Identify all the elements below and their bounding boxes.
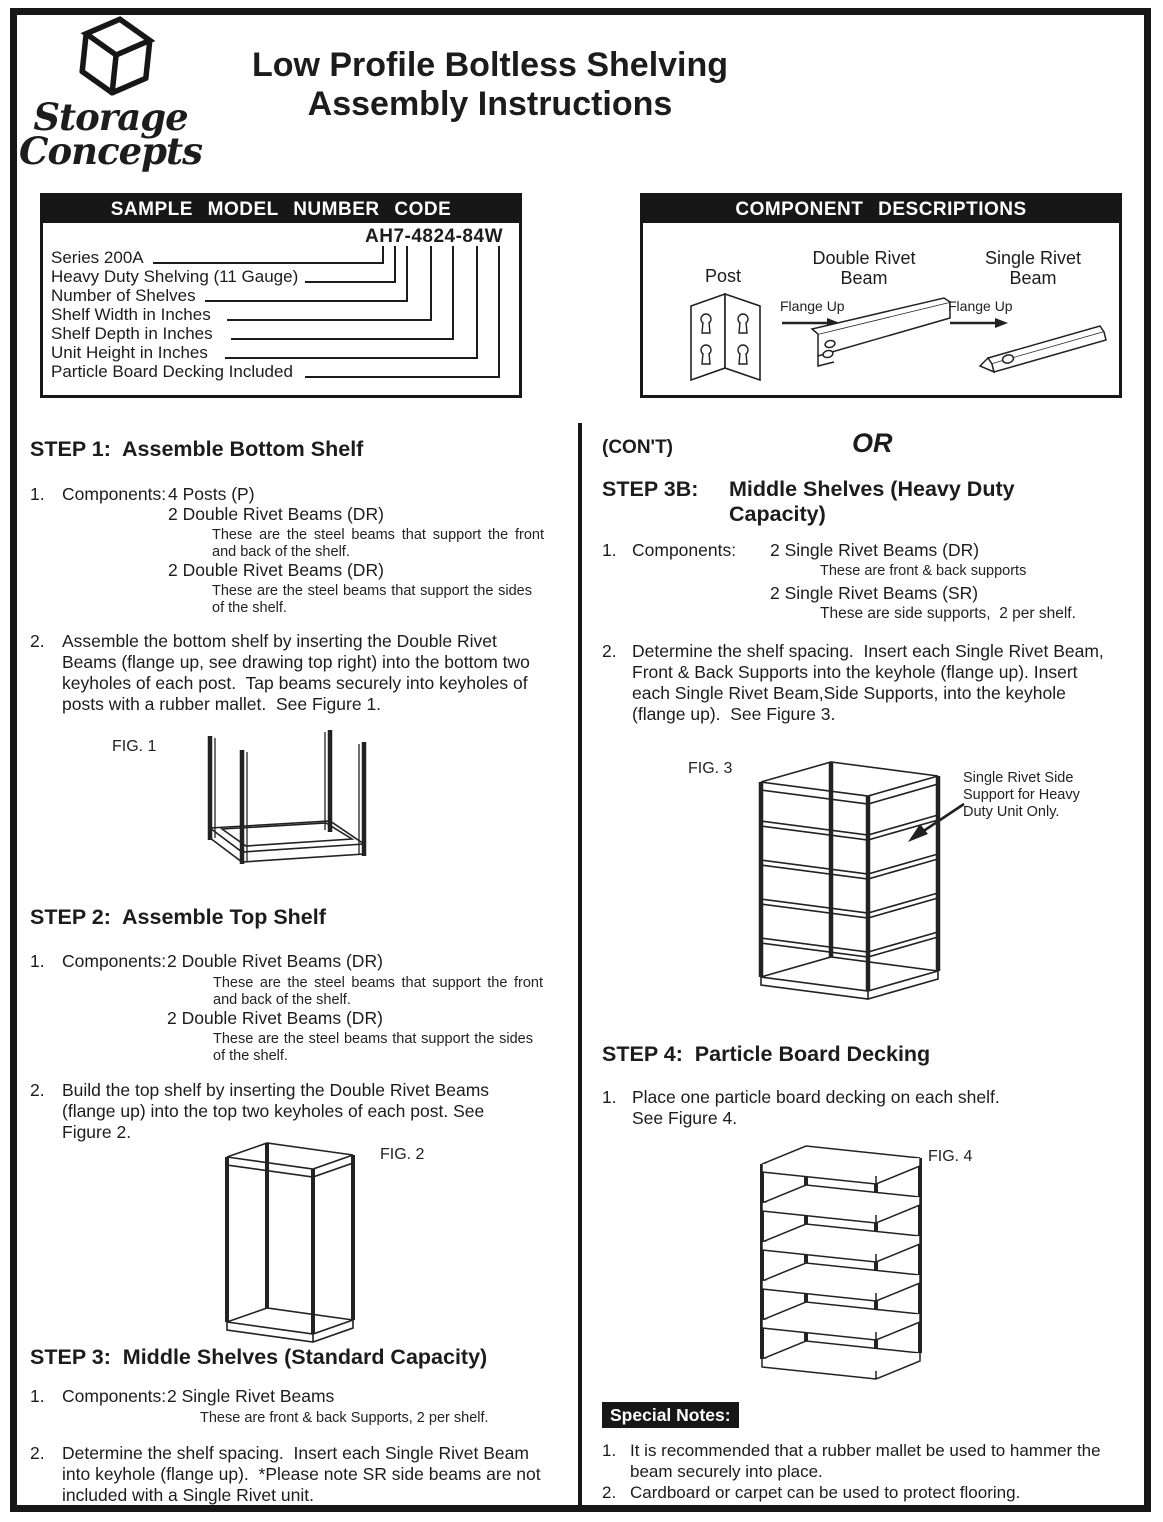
- single-rivet-beam-label: Single Rivet Beam: [984, 248, 1082, 288]
- step4-item1-text: Place one particle board decking on each shelf. See Figure 4.: [632, 1087, 1000, 1128]
- post-label: Post: [704, 266, 742, 286]
- step2-components-label: Components:: [62, 951, 167, 971]
- step1-comp-dr2-note: These are the steel beams that support the sides of the shelf.: [212, 583, 532, 616]
- single-rivet-beam-illustration: [978, 314, 1108, 376]
- step3b-comp-sr-note: These are side supports, 2 per shelf.: [820, 605, 1076, 622]
- model-box-header: SAMPLE MODEL NUMBER CODE: [43, 196, 519, 223]
- double-rivet-beam-label: Double Rivet Beam: [812, 248, 916, 288]
- or-label: OR: [852, 428, 893, 458]
- step3b-item1-number: 1.: [602, 540, 617, 560]
- step1-item2-text: Assemble the bottom shelf by inserting the Double Rivet Beams (flange up, see drawing top right) into the bottom two keyholes of each post. Tap beams securely into keyholes of posts with a rubber mallet. See Figure 1.: [62, 631, 535, 714]
- model-label-duty: Heavy Duty Shelving (11 Gauge): [51, 267, 299, 286]
- step1-heading: STEP 1: Assemble Bottom Shelf: [30, 437, 364, 461]
- fig3-annotation-arrow: [900, 798, 970, 848]
- step1-comp-dr1-note: These are the steel beams that support the front and back of the shelf.: [212, 527, 544, 560]
- step1-comp-dr2: 2 Double Rivet Beams (DR): [168, 560, 384, 580]
- step2-comp-dr2: 2 Double Rivet Beams (DR): [167, 1008, 383, 1028]
- special-note2-number: 2.: [602, 1483, 617, 1502]
- step2-comp-dr1: 2 Double Rivet Beams (DR): [167, 951, 383, 971]
- post-illustration: [683, 288, 768, 383]
- step2-comp-dr1-note: These are the steel beams that support the front and back of the shelf.: [213, 975, 543, 1008]
- model-code-connector-lines: [43, 196, 518, 394]
- special-notes-header: Special Notes:: [602, 1402, 739, 1428]
- step1-item2-number: 2.: [30, 631, 45, 651]
- fig4-label: FIG. 4: [928, 1148, 973, 1165]
- logo-wordmark: [18, 95, 203, 173]
- step2-item2-number: 2.: [30, 1080, 45, 1100]
- step1-comp-posts: 4 Posts (P): [168, 484, 255, 504]
- cont-label: (CON'T): [602, 437, 673, 458]
- step3-item2-text: Determine the shelf spacing. Insert each Single Rivet Beam into keyhole (flange up). *Please note SR side beams are not included with a Single Rivet unit.: [62, 1443, 546, 1505]
- flange-up-label-sr: Flange Up: [948, 298, 1013, 314]
- step2-item1-number: 1.: [30, 951, 45, 971]
- model-label-decking: Particle Board Decking Included: [51, 362, 293, 381]
- sample-model-number: AH7-4824-84W: [365, 226, 503, 247]
- title-line1: Low Profile Boltless Shelving: [251, 46, 729, 84]
- step3-components-label: Components:: [62, 1386, 167, 1406]
- fig3-drawing: [743, 750, 953, 1010]
- step2-item2-text: Build the top shelf by inserting the Double Rivet Beams (flange up) into the top two keyholes of each post. See Figure 2.: [62, 1080, 494, 1142]
- double-rivet-beam-illustration: [810, 296, 955, 376]
- step3b-item2-text: Determine the shelf spacing. Insert each Single Rivet Beam, Front & Back Supports into the keyhole (flange up). Insert each Single Rivet Beam,Side Supports, into the keyhole (flange up). See Figure 3.: [632, 641, 1109, 724]
- logo-wordmark-line1: Storage: [33, 95, 188, 139]
- step3-item2-number: 2.: [30, 1443, 45, 1463]
- step3-item1-number: 1.: [30, 1386, 45, 1406]
- step3b-number-label: STEP 3B:: [602, 477, 699, 501]
- step3-comp-sr-note: These are front & back Supports, 2 per shelf.: [200, 1410, 489, 1426]
- step1-comp-dr1: 2 Double Rivet Beams (DR): [168, 504, 384, 524]
- document-title: [185, 46, 795, 124]
- model-label-width: Shelf Width in Inches: [51, 305, 211, 324]
- step3b-components-label: Components:: [632, 540, 737, 560]
- special-note1-number: 1.: [602, 1441, 617, 1460]
- step4-item1-number: 1.: [602, 1087, 617, 1107]
- step4-heading: STEP 4: Particle Board Decking: [602, 1042, 931, 1066]
- model-label-depth: Shelf Depth in Inches: [51, 324, 213, 343]
- step1-components-label: Components:: [62, 484, 167, 504]
- step2-comp-dr2-note: These are the steel beams that support the sides of the shelf.: [213, 1031, 533, 1064]
- step3b-heading-text: Middle Shelves (Heavy Duty Capacity): [729, 477, 1021, 526]
- fig4-drawing: [748, 1136, 933, 1391]
- model-number-code-box: [40, 193, 522, 398]
- title-line2: Assembly Instructions: [307, 85, 673, 123]
- fig3-label: FIG. 3: [688, 760, 733, 777]
- model-label-shelves: Number of Shelves: [51, 286, 196, 305]
- logo-wordmark-line2: Concepts: [19, 129, 202, 173]
- fig1-drawing: [180, 722, 380, 897]
- flange-up-label-dr: Flange Up: [780, 298, 845, 314]
- step1-item1-number: 1.: [30, 484, 45, 504]
- fig2-drawing: [215, 1133, 365, 1348]
- component-box-header: COMPONENT DESCRIPTIONS: [643, 196, 1119, 223]
- step2-heading: STEP 2: Assemble Top Shelf: [30, 905, 326, 929]
- fig2-label: FIG. 2: [380, 1146, 425, 1163]
- step3b-comp-sr: 2 Single Rivet Beams (SR): [770, 583, 979, 603]
- model-label-series: Series 200A: [51, 248, 144, 267]
- special-note1-text: It is recommended that a rubber mallet be used to hammer the beam securely into place.: [630, 1441, 1101, 1481]
- logo-cube-icon: [76, 14, 156, 98]
- step3b-item2-number: 2.: [602, 641, 617, 661]
- step3-comp-sr: 2 Single Rivet Beams: [167, 1386, 335, 1406]
- fig3-annotation: Single Rivet Side Support for Heavy Duty Unit Only.: [963, 770, 1080, 820]
- component-descriptions-box: [640, 193, 1122, 398]
- fig1-label: FIG. 1: [112, 738, 157, 755]
- special-note2-text: Cardboard or carpet can be used to protect flooring.: [630, 1483, 1021, 1502]
- step3b-comp-dr-note: These are front & back supports: [820, 563, 1027, 579]
- step3-heading: STEP 3: Middle Shelves (Standard Capacity): [30, 1345, 488, 1369]
- column-divider: [578, 423, 582, 1505]
- step3b-comp-dr: 2 Single Rivet Beams (DR): [770, 540, 980, 560]
- model-label-height: Unit Height in Inches: [51, 343, 208, 362]
